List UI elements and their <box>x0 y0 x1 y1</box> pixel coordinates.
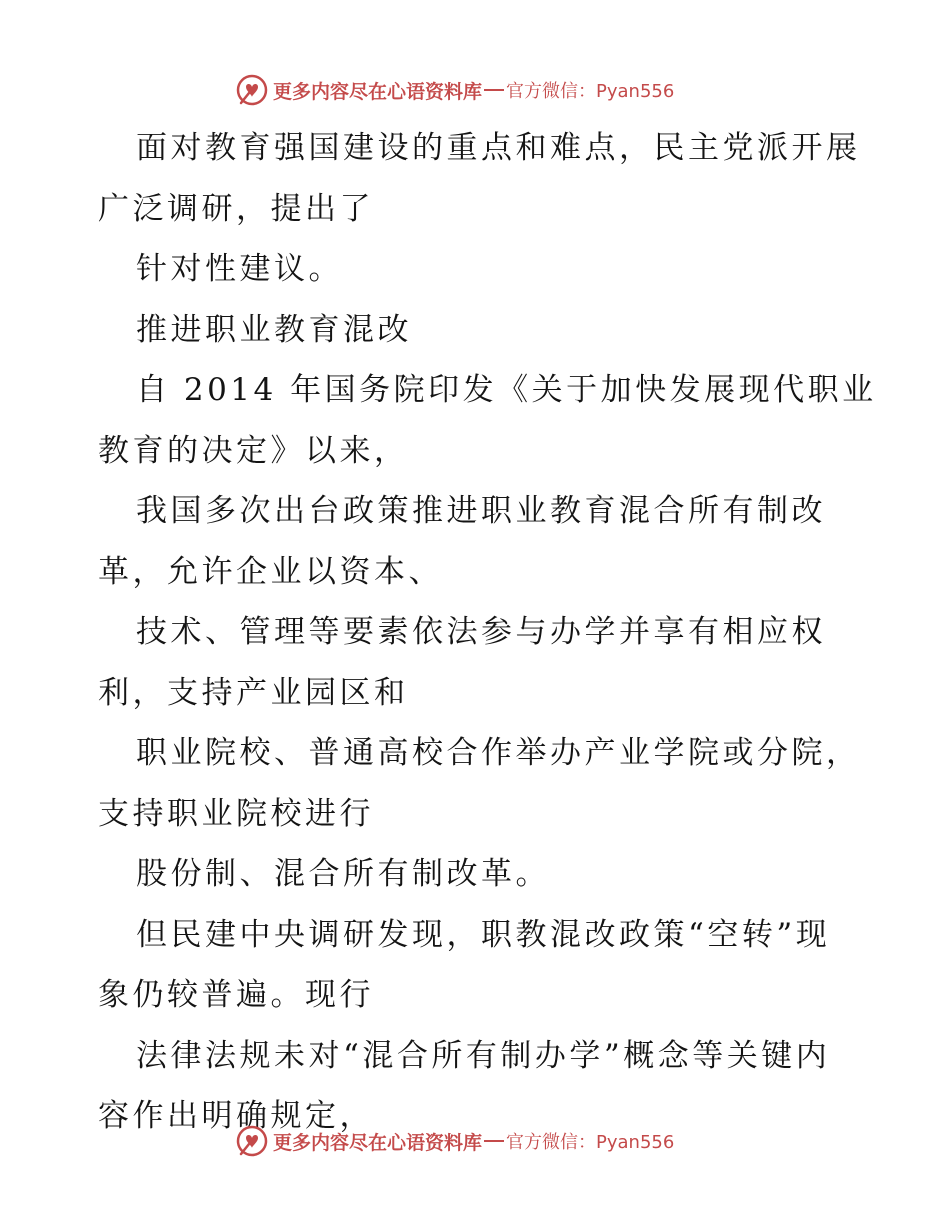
text-line: 利，支持产业园区和 <box>98 674 409 711</box>
wechat-text: 官方微信：Pyan556 <box>506 1132 675 1153</box>
text-line: 象仍较普遍。现行 <box>98 977 374 1013</box>
banner-dash <box>484 89 504 91</box>
text-line: 股份制、混合所有制改革。 <box>136 856 550 892</box>
text-line: 针对性建议。 <box>136 251 343 287</box>
text-line: 广泛调研，提出了 <box>98 190 374 227</box>
text-line: 技术、管理等要素依法参与办学并享有相应权 <box>136 614 826 650</box>
text-line: 职业院校、普通高校合作举办产业学院或分院， <box>136 735 861 771</box>
text-line: 教育的决定》以来， <box>98 432 409 469</box>
header-watermark <box>235 72 674 108</box>
document-body <box>98 118 877 1147</box>
text-line: 面对教育强国建设的重点和难点，民主党派开展 <box>136 130 861 166</box>
brand-text: 更多内容尽在心语资料库 <box>273 1131 483 1154</box>
text-line: 自 2014 年国务院印发《关于加快发展现代职业 <box>136 372 877 408</box>
section-heading: 推进职业教育混改 <box>136 311 412 348</box>
brand-text: 更多内容尽在心语资料库 <box>273 80 483 103</box>
text-line: 我国多次出台政策推进职业教育混合所有制改 <box>136 493 826 529</box>
text-line: 支持职业院校进行 <box>98 795 374 832</box>
text-line: 革，允许企业以资本、 <box>98 553 443 590</box>
text-line: 法律法规未对“混合所有制办学”概念等关键内 <box>136 1037 831 1074</box>
banner-dash <box>484 1140 504 1142</box>
footer-watermark <box>235 1123 674 1159</box>
heart-pen-logo-icon <box>235 73 269 107</box>
wechat-text: 官方微信：Pyan556 <box>506 81 675 102</box>
text-line: 但民建中央调研发现，职教混改政策“空转”现 <box>136 916 831 953</box>
heart-pen-logo-icon <box>235 1124 269 1158</box>
text-line: 容作出明确规定， <box>98 1098 374 1134</box>
